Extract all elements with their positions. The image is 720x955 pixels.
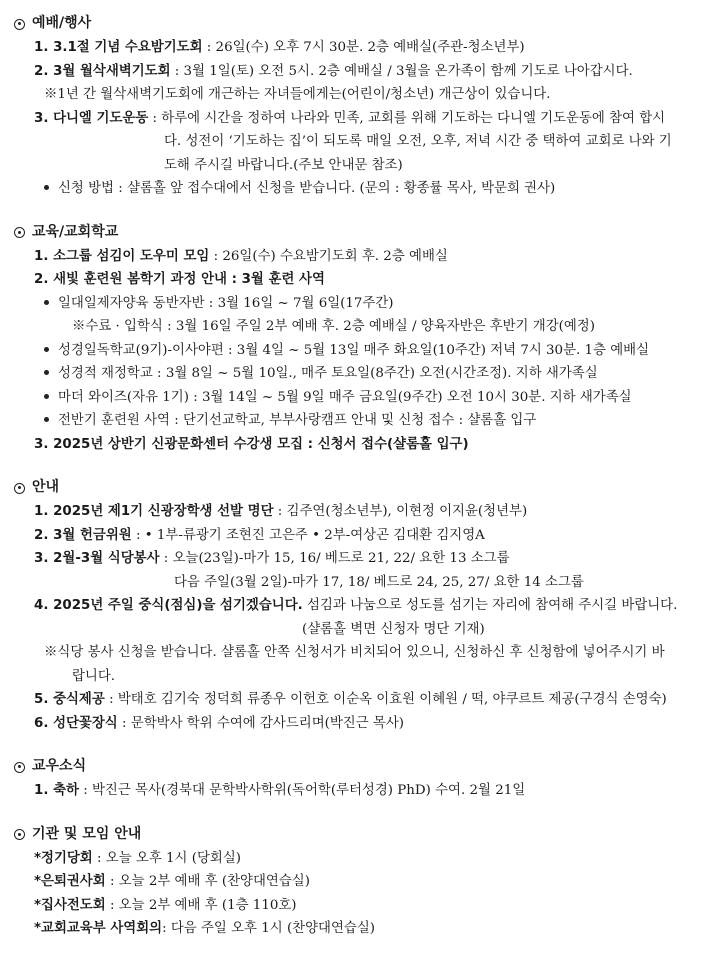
bullet-item: 성경적 재정학교 : 3월 8일 ~ 5월 10일., 매주 토요일(8주간) 오전(시간조정). 지하 새가족실 xyxy=(14,362,706,386)
list-item-continuation: 다음 주일(3월 2일)-마가 17, 18/ 베드로 24, 25, 27/ 요한 14 소그룹 xyxy=(174,574,584,590)
list-item: *집사전도회 : 오늘 2부 예배 후 (1층 110호) xyxy=(34,897,297,913)
section-meetings-header xyxy=(14,823,706,847)
list-item: *정기당회 : 오늘 오후 1시 (당회실) xyxy=(34,850,241,866)
target-bullet-icon xyxy=(14,19,25,30)
bullet-item: 성경일독학교(9기)-이사야편 : 3월 4일 ~ 5월 13일 매주 화요일(10주간) 저녁 7시 30분. 1층 예배실 xyxy=(14,339,706,363)
section-worship-header xyxy=(14,12,706,36)
bullet-dot-icon xyxy=(44,347,49,352)
section-title: 안내 xyxy=(32,479,60,496)
bullet-item: 마더 와이즈(자유 1기) : 3월 14일 ~ 5월 9일 매주 금요일(9주간) 오전 10시 30분. 지하 새가족실 xyxy=(14,386,706,410)
target-bullet-icon xyxy=(14,227,25,238)
section-title: 기관 및 모임 안내 xyxy=(32,825,142,842)
list-item-continuation: 다. 성전이 ‘기도하는 집’이 되도록 매일 오전, 오후, 저녁 시간 중 택하여 교회로 나와 기 xyxy=(164,134,672,149)
section-education-header xyxy=(14,221,706,245)
list-item: *은퇴권사회 : 오늘 2부 예배 후 (찬양대연습실) xyxy=(34,874,310,889)
note: ※수료 · 입학식 : 3월 16일 주일 2부 예배 후. 2층 예배실 / 양육자반은 후반기 개강(예정) xyxy=(72,319,595,334)
bullet-dot-icon xyxy=(44,300,49,305)
note: ※식당 봉사 신청을 받습니다. 샬롬홀 안쪽 신청서가 비치되어 있으니, 신청하신 후 신청함에 넣어주시기 바 xyxy=(44,645,665,660)
bullet-item: 신청 방법 : 샬롬홀 앞 접수대에서 신청을 받습니다. (문의 : 황종률 목사, 박문희 권사) xyxy=(14,177,706,201)
list-item: 2. 3월 월삭새벽기도회 : 3월 1일(토) 오전 5시. 2층 예배실 / 3월을 온가족이 함께 기도로 나아갑시다. xyxy=(34,63,633,79)
bullet-item: 일대일제자양육 동반자반 : 3월 16일 ~ 7월 6일(17주간) xyxy=(14,292,706,316)
bullet-item: 전반기 훈련원 사역 : 단기선교학교, 부부사랑캠프 안내 및 신청 접수 : 샬롬홀 입구 xyxy=(14,409,706,433)
list-item: 1. 축하 : 박진근 목사(경북대 문학박사학위(독어학(루터성경) PhD) 수여. 2월 21일 xyxy=(34,783,526,798)
section-member-news-header xyxy=(14,755,706,779)
target-bullet-icon xyxy=(14,483,25,494)
list-item: 5. 중식제공 : 박태호 김기숙 정덕희 류종우 이헌호 이순옥 이효원 이혜원 / 떡, 야쿠르트 제공(구경식 손영숙) xyxy=(34,692,667,707)
section-notice-header xyxy=(14,476,706,500)
list-item-continuation: (샬롬홀 벽면 신청자 명단 기재) xyxy=(302,621,485,637)
list-item: *교회교육부 사역회의: 다음 주일 오후 1시 (찬양대연습실) xyxy=(34,921,376,936)
list-item: 3. 다니엘 기도운동 : 하루에 시간을 정하여 나라와 민족, 교회를 위해 기도하는 다니엘 기도운동에 참여 합시 xyxy=(34,110,666,126)
note-continuation: 랍니다. xyxy=(72,668,116,684)
list-item: 2. 3월 헌금위원 : • 1부-류광기 조현진 고은주 • 2부-여상곤 김대환 김지영A xyxy=(34,527,485,543)
target-bullet-icon xyxy=(14,829,25,840)
note: ※1년 간 월삭새벽기도회에 개근하는 자녀들에게는(어린이/청소년) 개근상이 있습니다. xyxy=(44,87,551,102)
target-bullet-icon xyxy=(14,762,25,773)
list-item: 1. 2025년 제1기 신광장학생 선발 명단 : 김주연(청소년부), 이현정 이지윤(청년부) xyxy=(34,504,528,519)
list-item-continuation: 도해 주시길 바랍니다.(주보 안내문 참조) xyxy=(164,157,403,173)
list-item: 6. 성단꽃장식 : 문학박사 학위 수여에 감사드리며(박진근 목사) xyxy=(34,715,405,731)
section-title: 예배/행사 xyxy=(32,15,92,32)
list-item: 3. 2월-3월 식당봉사 : 오늘(23일)-마가 15, 16/ 베드로 21, 22/ 요한 13 소그룹 xyxy=(34,551,510,566)
bullet-dot-icon xyxy=(44,370,49,375)
bullet-dot-icon xyxy=(44,185,49,190)
section-title: 교육/교회학교 xyxy=(32,223,119,240)
list-item: 2. 새빛 훈련원 봄학기 과정 안내 : 3월 훈련 사역 xyxy=(34,272,325,287)
list-item: 1. 소그룹 섬김이 도우미 모임 : 26일(수) 수요밤기도회 후. 2층 예배실 xyxy=(34,248,448,264)
list-item: 1. 3.1절 기념 수요밤기도회 : 26일(수) 오후 7시 30분. 2층 예배실(주관-청소년부) xyxy=(34,40,525,55)
section-title: 교우소식 xyxy=(32,758,87,775)
bullet-dot-icon xyxy=(44,394,49,399)
list-item: 4. 2025년 주일 중식(점심)을 섬기겠습니다. 섬김과 나눔으로 성도를 섬기는 자리에 참여해 주시길 바랍니다. xyxy=(34,598,678,613)
list-item: 3. 2025년 상반기 신광문화센터 수강생 모집 : 신청서 접수(샬롬홀 입구) xyxy=(34,436,469,452)
bullet-dot-icon xyxy=(44,417,49,422)
